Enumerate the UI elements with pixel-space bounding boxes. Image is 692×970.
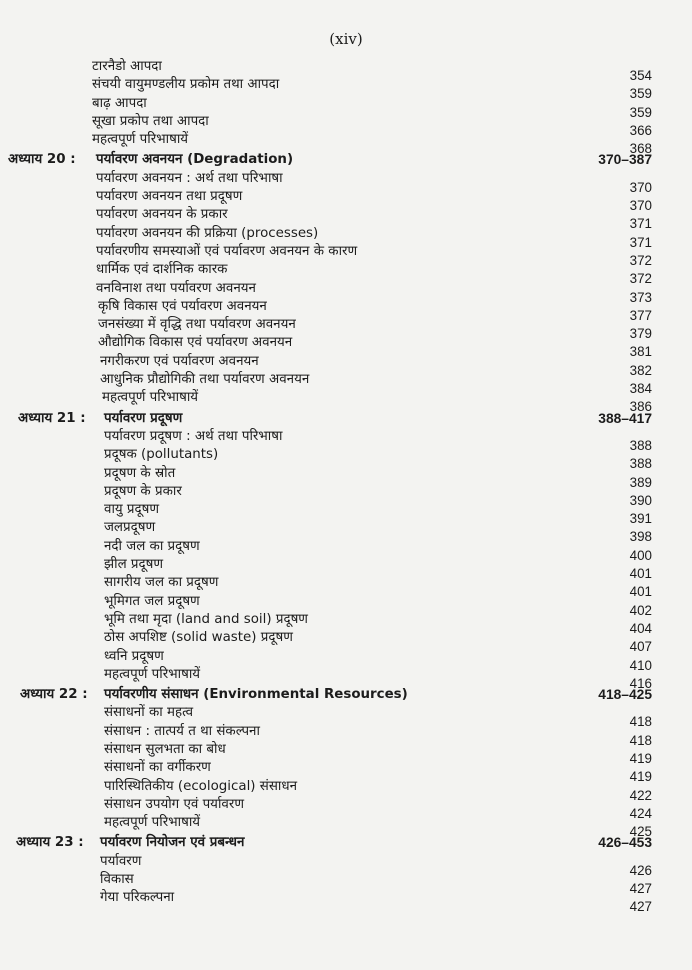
toc-entry-title: जलप्रदूषण bbox=[104, 520, 156, 536]
toc-entry-page: 389 bbox=[629, 474, 652, 490]
toc-entry-page: 370 bbox=[629, 198, 652, 214]
toc-entry-page: 422 bbox=[629, 787, 652, 803]
chapter-heading bbox=[0, 834, 692, 852]
toc-entry-title: प्रदूषक (pollutants) bbox=[104, 447, 219, 463]
chapter-number: अध्याय 21 : bbox=[18, 410, 86, 426]
toc-entry bbox=[0, 76, 692, 102]
chapter-title: पर्यावरण प्रदूषण bbox=[104, 410, 183, 426]
toc-entry bbox=[0, 593, 692, 618]
toc-entry-page: 370 bbox=[629, 179, 652, 195]
toc-entry-page: 372 bbox=[629, 271, 652, 287]
toc-entry-title: बाढ़ आपदा bbox=[92, 95, 147, 111]
toc-entry bbox=[0, 483, 692, 508]
toc-entry bbox=[0, 446, 692, 472]
toc-entry bbox=[0, 188, 692, 214]
toc-entry-title: वनविनाश तथा पर्यावरण अवनयन bbox=[96, 280, 256, 296]
toc-entry-page: 371 bbox=[629, 216, 652, 232]
toc-entry bbox=[0, 261, 692, 287]
toc-entry-title: महत्वपूर्ण परिभाषायें bbox=[102, 390, 199, 406]
toc-entry-page: 384 bbox=[629, 381, 652, 397]
toc-entry-title: टारनैडो आपदा bbox=[92, 59, 162, 74]
toc-entry bbox=[0, 666, 692, 691]
toc-entry-title: नदी जल का प्रदूषण bbox=[104, 538, 200, 554]
toc-entry-title: पारिस्थितिकीय (ecological) संसाधन bbox=[104, 778, 298, 794]
toc-entry-title: कृषि विकास एवं पर्यावरण अवनयन bbox=[98, 298, 267, 314]
toc-entry bbox=[0, 574, 692, 600]
toc-entry bbox=[0, 759, 692, 785]
toc-entry-title: भूमिगत जल प्रदूषण bbox=[104, 593, 200, 609]
toc-entry-title: संसाधन : तात्पर्य त था संकल्पना bbox=[104, 723, 260, 739]
toc-entry-page: 381 bbox=[629, 344, 652, 360]
chapter-heading bbox=[0, 686, 692, 704]
toc-entry bbox=[0, 280, 692, 305]
toc-entry-title: औद्योगिक विकास एवं पर्यावरण अवनयन bbox=[98, 335, 293, 351]
toc-entry-page: 372 bbox=[629, 252, 652, 268]
toc-entry-title: गेया परिकल्पना bbox=[100, 890, 175, 906]
toc-entry-page: 426 bbox=[629, 862, 652, 878]
toc-entry-page: 425 bbox=[629, 824, 652, 840]
toc-entry-page: 388 bbox=[629, 456, 652, 472]
toc-entry-title: प्रदूषण के प्रकार bbox=[104, 483, 182, 499]
toc-entry-title: प्रदूषण के स्रोत bbox=[104, 465, 176, 481]
toc-entry bbox=[0, 723, 692, 748]
chapter-page-range: 388–417 bbox=[598, 410, 652, 426]
toc-entry bbox=[0, 428, 692, 453]
toc-entry bbox=[0, 243, 692, 268]
toc-entry-title: पर्यावरण अवनयन की प्रक्रिया (processes) bbox=[96, 225, 319, 241]
table-of-contents bbox=[0, 58, 692, 915]
toc-entry bbox=[0, 796, 692, 821]
toc-entry-page: 424 bbox=[629, 805, 652, 821]
chapter-title: पर्यावरण नियोजन एवं प्रबन्धन bbox=[100, 835, 245, 851]
toc-entry bbox=[0, 113, 692, 138]
chapter-page-range: 370–387 bbox=[598, 152, 652, 168]
toc-entry bbox=[0, 814, 692, 840]
toc-entry-page: 390 bbox=[629, 492, 652, 508]
toc-entry bbox=[0, 501, 692, 527]
chapter-heading bbox=[0, 410, 692, 428]
toc-entry bbox=[0, 778, 692, 803]
toc-entry-title: संसाधनों का महत्व bbox=[104, 705, 194, 721]
toc-entry-page: 410 bbox=[629, 657, 652, 673]
toc-entry bbox=[0, 704, 692, 730]
toc-entry bbox=[0, 871, 692, 897]
toc-entry-page: 391 bbox=[629, 511, 652, 527]
toc-entry bbox=[0, 225, 692, 250]
toc-entry bbox=[0, 371, 692, 397]
toc-entry bbox=[0, 131, 692, 157]
toc-entry-title: महत्वपूर्ण परिभाषायें bbox=[104, 815, 201, 831]
toc-entry bbox=[0, 556, 692, 582]
chapter-title: पर्यावरण अवनयन (Degradation) bbox=[96, 152, 294, 168]
page-number: (xiv) bbox=[329, 30, 363, 48]
toc-entry bbox=[0, 853, 692, 878]
toc-entry-page: 388 bbox=[629, 437, 652, 453]
toc-entry bbox=[0, 889, 692, 915]
toc-entry bbox=[0, 334, 692, 360]
chapter-page-range: 426–453 bbox=[598, 835, 652, 851]
toc-entry-page: 368 bbox=[629, 141, 652, 157]
toc-entry bbox=[0, 316, 692, 342]
toc-entry-title: महत्वपूर्ण परिभाषायें bbox=[104, 666, 201, 682]
toc-entry bbox=[0, 465, 692, 490]
toc-entry-page: 401 bbox=[629, 584, 652, 600]
toc-entry bbox=[0, 519, 692, 545]
chapter-page-range: 418–425 bbox=[598, 687, 652, 703]
toc-entry-page: 404 bbox=[629, 620, 652, 636]
toc-entry-title: धार्मिक एवं दार्शनिक कारक bbox=[96, 262, 228, 278]
chapter-number: अध्याय 22 : bbox=[20, 687, 88, 703]
toc-entry-page: 419 bbox=[629, 769, 652, 785]
toc-entry bbox=[0, 58, 692, 83]
toc-entry-page: 418 bbox=[629, 732, 652, 748]
toc-entry bbox=[0, 389, 692, 415]
toc-entry-page: 359 bbox=[629, 86, 652, 102]
toc-entry-page: 386 bbox=[629, 399, 652, 415]
toc-entry-page: 400 bbox=[629, 547, 652, 563]
toc-entry-page: 366 bbox=[629, 122, 652, 138]
toc-entry-page: 419 bbox=[629, 750, 652, 766]
toc-entry-title: भूमि तथा मृदा (land and soil) प्रदूषण bbox=[104, 611, 308, 627]
toc-entry bbox=[0, 353, 692, 378]
toc-entry bbox=[0, 611, 692, 636]
toc-entry-page: 407 bbox=[629, 639, 652, 655]
toc-entry-title: पर्यावरण अवनयन तथा प्रदूषण bbox=[96, 189, 243, 205]
toc-entry-page: 359 bbox=[629, 104, 652, 120]
chapter-number: अध्याय 20 : bbox=[8, 152, 76, 168]
toc-entry-page: 402 bbox=[629, 602, 652, 618]
toc-entry bbox=[0, 298, 692, 323]
chapter-heading bbox=[0, 151, 692, 169]
toc-entry-title: विकास bbox=[100, 872, 134, 888]
toc-entry-page: 377 bbox=[629, 307, 652, 323]
toc-entry-title: संचयी वायुमण्डलीय प्रकोम तथा आपदा bbox=[92, 77, 280, 93]
toc-entry-page: 416 bbox=[629, 675, 652, 691]
toc-entry-title: संसाधन उपयोग एवं पर्यावरण bbox=[104, 796, 245, 812]
toc-entry-title: ठोस अपशिष्ट (solid waste) प्रदूषण bbox=[104, 630, 293, 646]
toc-entry-page: 382 bbox=[629, 362, 652, 378]
toc-entry-title: झील प्रदूषण bbox=[104, 557, 164, 573]
toc-entry-title: वायु प्रदूषण bbox=[104, 502, 160, 518]
toc-entry-page: 373 bbox=[629, 289, 652, 305]
toc-entry bbox=[0, 95, 692, 120]
toc-entry bbox=[0, 648, 692, 673]
chapter-number: अध्याय 23 : bbox=[16, 835, 84, 851]
toc-entry-title: सूखा प्रकोप तथा आपदा bbox=[92, 113, 209, 129]
toc-entry bbox=[0, 538, 692, 563]
toc-entry bbox=[0, 741, 692, 766]
toc-entry-title: संसाधन सुलभता का बोध bbox=[104, 741, 226, 757]
toc-entry-page: 371 bbox=[629, 234, 652, 250]
toc-entry-title: नगरीकरण एवं पर्यावरण अवनयन bbox=[100, 353, 259, 369]
toc-entry bbox=[0, 170, 692, 195]
toc-entry-title: पर्यावरण प्रदूषण : अर्थ तथा परिभाषा bbox=[104, 428, 283, 444]
toc-entry-page: 398 bbox=[629, 529, 652, 545]
toc-entry-title: सागरीय जल का प्रदूषण bbox=[104, 575, 219, 591]
toc-entry-title: पर्यावरणीय समस्याओं एवं पर्यावरण अवनयन के कारण bbox=[96, 243, 358, 259]
toc-entry-page: 427 bbox=[629, 899, 652, 915]
toc-entry-title: पर्यावरण अवनयन के प्रकार bbox=[96, 207, 228, 223]
toc-entry-title: आधुनिक प्रौद्योगिकी तथा पर्यावरण अवनयन bbox=[100, 372, 310, 388]
toc-entry-page: 401 bbox=[629, 566, 652, 582]
toc-entry-title: ध्वनि प्रदूषण bbox=[104, 648, 164, 664]
toc-entry-title: जनसंख्या में वृद्धि तथा पर्यावरण अवनयन bbox=[98, 317, 296, 333]
toc-entry-title: संसाधनों का वर्गीकरण bbox=[104, 760, 211, 776]
toc-entry-title: महत्वपूर्ण परिभाषायें bbox=[92, 132, 189, 148]
toc-entry-page: 418 bbox=[629, 714, 652, 730]
toc-entry bbox=[0, 629, 692, 655]
toc-entry-title: पर्यावरण अवनयन : अर्थ तथा परिभाषा bbox=[96, 170, 283, 186]
toc-entry-page: 354 bbox=[629, 68, 652, 83]
toc-entry-page: 427 bbox=[629, 881, 652, 897]
chapter-title: पर्यावरणीय संसाधन (Environmental Resources) bbox=[104, 687, 408, 703]
toc-entry-page: 379 bbox=[629, 326, 652, 342]
toc-entry bbox=[0, 206, 692, 232]
toc-entry-title: पर्यावरण bbox=[100, 853, 142, 869]
